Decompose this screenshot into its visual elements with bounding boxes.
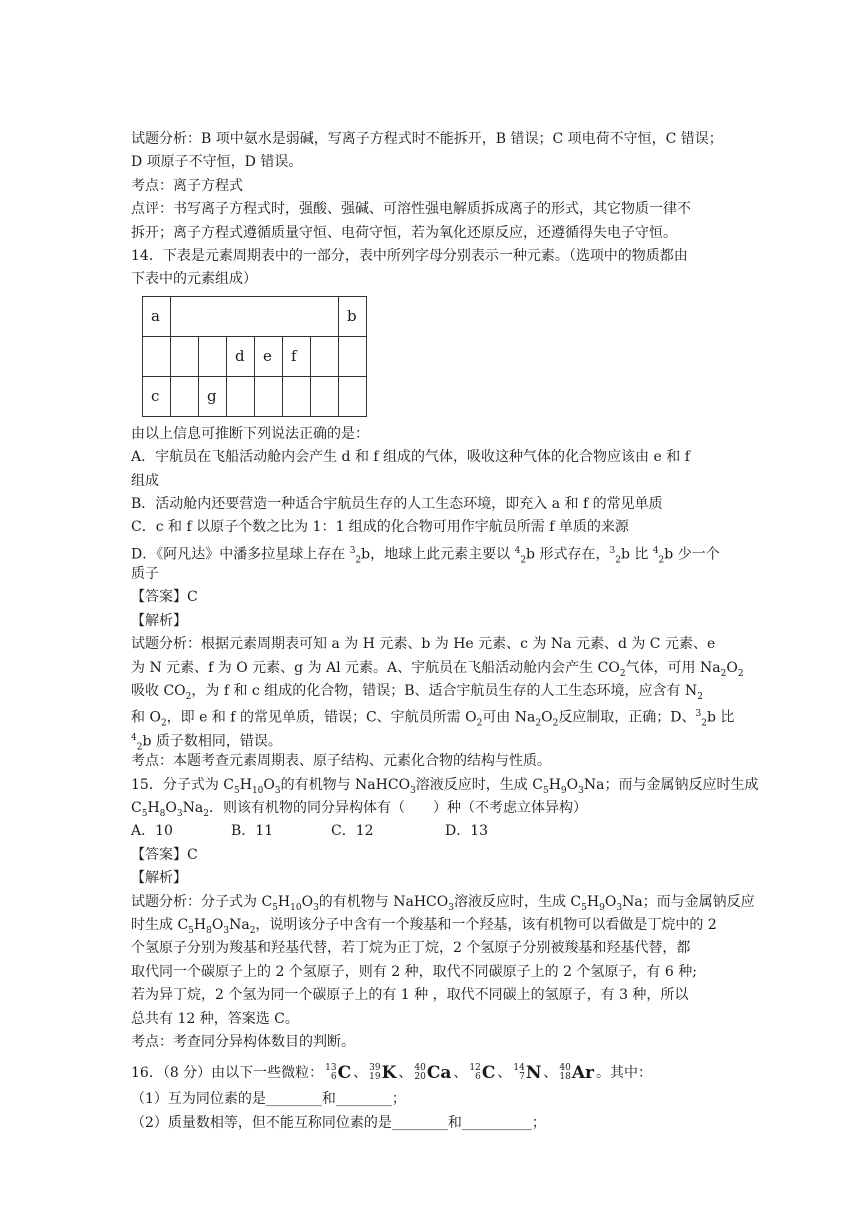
subscript: 8	[206, 925, 212, 936]
option-d: D．13	[445, 823, 489, 840]
subscript: 5	[272, 902, 278, 913]
subscript: 5	[233, 785, 240, 796]
isotope-c13	[325, 1062, 351, 1085]
element-symbol: K	[381, 1062, 397, 1083]
subscript: 5	[188, 925, 194, 936]
subscript: 2	[535, 718, 542, 729]
text: H	[239, 776, 252, 793]
element-cell	[171, 376, 199, 416]
text: H	[277, 893, 291, 910]
separator: 、	[543, 1064, 558, 1081]
atomic-number: 6	[475, 1072, 481, 1083]
subscript: 2	[185, 691, 192, 702]
key-point: 考点：考查同分异构体数目的判断。	[131, 1033, 355, 1050]
table-row	[143, 336, 367, 376]
subscript: 2	[136, 742, 143, 753]
analysis-text	[131, 914, 731, 937]
text: ，为 f 和 c 组成的化合物，错误；B、适合宇航员生存的人工生态环境，应含有 N	[191, 683, 698, 700]
element-cell-d: d	[227, 336, 255, 376]
mass-number: 13	[325, 1063, 337, 1074]
subscript: 9	[599, 902, 605, 913]
analysis-text	[131, 703, 735, 729]
element-symbol: C	[337, 1062, 352, 1083]
text: b 比	[707, 710, 735, 727]
element-cell-f: f	[283, 336, 311, 376]
isotope-k39	[369, 1062, 396, 1085]
table-row	[143, 296, 367, 336]
subscript: 5	[141, 808, 148, 819]
option-c: C．c 和 f 以原子个数之比为 1：1 组成的化合物可用作宇航员所需 f 单质的来源	[131, 519, 629, 536]
text: b 比	[620, 546, 653, 563]
element-cell-c: c	[143, 376, 171, 416]
text: O	[263, 776, 275, 793]
subscript: 2	[203, 808, 209, 819]
element-cell	[255, 376, 283, 416]
text: D．《阿凡达》中潘多拉星球上存在	[131, 546, 350, 563]
text: 的有机物与 NaHCO	[280, 776, 411, 793]
text: 气体，可用 Na	[625, 659, 721, 676]
isotope-ca40	[414, 1062, 451, 1085]
subscript: 2	[552, 718, 559, 729]
subscript: 3	[176, 808, 183, 819]
mass-number: 14	[513, 1063, 525, 1074]
subscript: 2	[520, 555, 527, 566]
subscript: 2	[697, 691, 703, 702]
subscript: 9	[560, 785, 567, 796]
text: H	[193, 916, 207, 933]
answer-label: 【答案】C	[131, 846, 198, 863]
element-cell	[199, 336, 227, 376]
text: 溶液反应时，生成 C	[453, 893, 582, 910]
text: 溶液反应时，生成 C	[415, 776, 543, 793]
option-d: 质子	[131, 566, 159, 583]
question-16-part-1: （1）互为同位素的是________和________；	[131, 1091, 406, 1108]
option-a: 组成	[131, 472, 159, 489]
element-cell	[143, 336, 171, 376]
subscript: 3	[313, 902, 319, 913]
analysis-text: 试题分析：根据元素周期表可知 a 为 H 元素、b 为 He 元素、c 为 Na 元素、d 为 C 元素、e	[131, 636, 716, 653]
key-point: 考点：本题考查元素周期表、原子结构、元素化合物的结构与性质。	[131, 753, 551, 770]
mass-number: 40	[559, 1063, 571, 1074]
text: O	[211, 916, 224, 933]
subscript: 2	[720, 668, 727, 679]
mass-number: 12	[469, 1063, 481, 1074]
element-cell-a: a	[143, 296, 171, 336]
question-15-options	[131, 820, 731, 843]
subscript: 3	[410, 785, 416, 796]
document-body	[131, 128, 759, 1135]
analysis-text	[131, 727, 731, 753]
text-line: 考点：离子方程式	[131, 177, 243, 194]
analysis-text: 总共有 12 种，答案选 C。	[131, 1010, 299, 1027]
subscript: 5	[542, 785, 549, 796]
isotope-c12	[469, 1062, 495, 1085]
text-line: 点评：书写离子方程式时，强酸、强碱、可溶性强电解质拆成离子的形式，其它物质一律不	[131, 201, 691, 218]
superscript: 3	[609, 545, 616, 556]
element-cell-b: b	[339, 296, 367, 336]
subscript: 2	[615, 555, 621, 566]
text: 15．分子式为 C	[131, 776, 234, 793]
isotope-n14	[513, 1062, 541, 1085]
empty-span	[171, 296, 339, 336]
subscript: 2	[737, 668, 744, 679]
text: b 质子数相同，错误。	[142, 733, 282, 750]
subscript: 2	[355, 555, 362, 566]
subscript: 10	[290, 902, 302, 913]
element-cell	[283, 376, 311, 416]
question-16-stem	[131, 1058, 731, 1088]
text: Na	[182, 799, 204, 816]
subscript: 2	[476, 718, 483, 729]
mass-number: 40	[414, 1063, 426, 1074]
question-14-lead: 由以上信息可推断下列说法正确的是：	[131, 425, 369, 442]
atomic-number: 19	[369, 1072, 381, 1083]
text: 吸收 CO	[131, 683, 186, 700]
element-cell	[339, 376, 367, 416]
element-symbol: C	[481, 1062, 496, 1083]
text: 和 O	[131, 710, 161, 727]
text: C	[131, 799, 142, 816]
table-row	[143, 376, 367, 416]
analysis-label: 【解析】	[131, 870, 187, 887]
question-16-part-2: （2）质量数相等，但不能互称同位素的是________和__________；	[131, 1114, 546, 1131]
element-cell	[311, 336, 339, 376]
subscript: 2	[249, 925, 256, 936]
subscript: 8	[159, 808, 166, 819]
question-15-stem	[131, 797, 731, 820]
text: H	[548, 776, 561, 793]
element-symbol: N	[525, 1062, 542, 1083]
subscript: 5	[581, 902, 587, 913]
subscript: 3	[616, 902, 623, 913]
atomic-number: 6	[330, 1072, 337, 1083]
element-cell	[227, 376, 255, 416]
subscript: 3	[223, 925, 230, 936]
superscript: 3	[349, 545, 356, 556]
subscript: 2	[658, 555, 665, 566]
text: 试题分析：分子式为 C	[131, 893, 273, 910]
text: ，即 e 和 f 的常见单质，错误；C、宇航员所需 O	[166, 710, 477, 727]
analysis-text: 若为异丁烷，2 个氢为同一个碳原子上的有 1 种 ，取代不同碳上的氢原子，有 3 种，所以	[131, 987, 689, 1004]
separator: 、	[497, 1064, 512, 1081]
text: b 少一个	[664, 546, 720, 563]
option-b: B．活动舱内还要营造一种适合宇航员生存的人工生态环境，即充入 a 和 f 的常见单质	[131, 495, 663, 512]
text: O	[165, 799, 177, 816]
element-cell	[171, 336, 199, 376]
separator: 、	[353, 1064, 368, 1081]
element-cell-e: e	[255, 336, 283, 376]
analysis-text: 个氢原子分别为羧基和羟基代替，若丁烷为正丁烷，2 个氢原子分别被羧基和羟基代替，都	[131, 940, 691, 957]
text: ．则该有机物的同分异构体有（ ）种（不考虑立体异构）	[208, 799, 587, 816]
option-a: A．10	[131, 823, 173, 840]
question-14-stem: 14．下表是元素周期表中的一部分，表中所列字母分别表示一种元素。（选项中的物质都由	[131, 247, 688, 264]
text: O	[566, 776, 579, 793]
element-cell	[339, 336, 367, 376]
text: b 形式存在，	[526, 546, 610, 563]
text: 16．（8 分）由以下一些微粒：	[131, 1064, 324, 1081]
element-cell-g: g	[199, 376, 227, 416]
text: Na；而与金属钠反应时生成	[583, 776, 759, 793]
text: 的有机物与 NaHCO	[318, 893, 449, 910]
element-cell	[311, 376, 339, 416]
question-15-stem	[131, 774, 759, 797]
separator: 、	[398, 1064, 413, 1081]
text: H	[586, 893, 600, 910]
text: b，地球上此元素主要以	[361, 546, 515, 563]
superscript: 4	[652, 545, 659, 556]
subscript: 3	[448, 902, 454, 913]
text: H	[147, 799, 160, 816]
superscript: 3	[695, 709, 702, 720]
atomic-number: 20	[414, 1072, 426, 1083]
text: 时生成 C	[131, 916, 189, 933]
analysis-text	[131, 891, 755, 914]
text-line: D 项原子不守恒，D 错误。	[131, 154, 303, 171]
element-symbol: Ca	[426, 1062, 452, 1083]
separator: 、	[453, 1064, 468, 1081]
subscript: 3	[274, 785, 281, 796]
text: Na	[229, 916, 250, 933]
subscript: 10	[251, 785, 264, 796]
analysis-text	[131, 657, 744, 680]
isotope-ar40	[559, 1062, 594, 1085]
text: 可由 Na	[482, 710, 536, 727]
text: O	[726, 659, 738, 676]
subscript: 2	[619, 668, 626, 679]
text-line: 拆开；离子方程式遵循质量守恒、电荷守恒，若为氧化还原反应，还遵循得失电子守恒。	[131, 224, 677, 241]
analysis-text	[131, 680, 731, 703]
option-a: A．宇航员在飞船活动舱内会产生 d 和 f 组成的气体，吸收这种气体的化合物应该由 e 和 f	[131, 449, 690, 466]
analysis-text: 取代同一个碳原子上的 2 个氢原子，则有 2 种，取代不同碳原子上的 2 个氢原子，有 6 种;	[131, 963, 697, 980]
analysis-label: 【解析】	[131, 612, 187, 629]
subscript: 2	[160, 718, 167, 729]
question-14-stem: 下表中的元素组成）	[131, 271, 257, 288]
atomic-number: 7	[519, 1072, 525, 1083]
text: Na；而与金属钠反应	[622, 893, 755, 910]
text: ，说明该分子中含有一个羧基和一个羟基，该有机物可以看做是丁烷中的 2	[255, 916, 717, 933]
text: 。其中：	[595, 1064, 652, 1081]
element-symbol: Ar	[571, 1062, 594, 1083]
text: O	[541, 710, 553, 727]
superscript: 4	[514, 545, 521, 556]
subscript: 3	[578, 785, 584, 796]
superscript: 4	[131, 732, 137, 743]
text-line: 试题分析：B 项中氨水是弱碱，写离子方程式时不能拆开，B 错误；C 项电荷不守恒，C 错误；	[131, 131, 723, 147]
subscript: 2	[701, 718, 708, 729]
text: 为 N 元素、f 为 O 元素、g 为 Al 元素。A、宇航员在飞船活动舱内会产生 CO	[131, 659, 620, 676]
option-b: B．11	[231, 823, 274, 840]
option-d	[131, 540, 731, 566]
text: 反应制取，正确；D、	[558, 710, 696, 727]
option-c: C．12	[331, 823, 374, 840]
text: O	[301, 893, 314, 910]
text: O	[604, 893, 617, 910]
atomic-number: 18	[559, 1072, 571, 1083]
mass-number: 39	[369, 1063, 381, 1074]
periodic-table-fragment	[142, 296, 367, 417]
answer-label: 【答案】C	[131, 589, 198, 606]
